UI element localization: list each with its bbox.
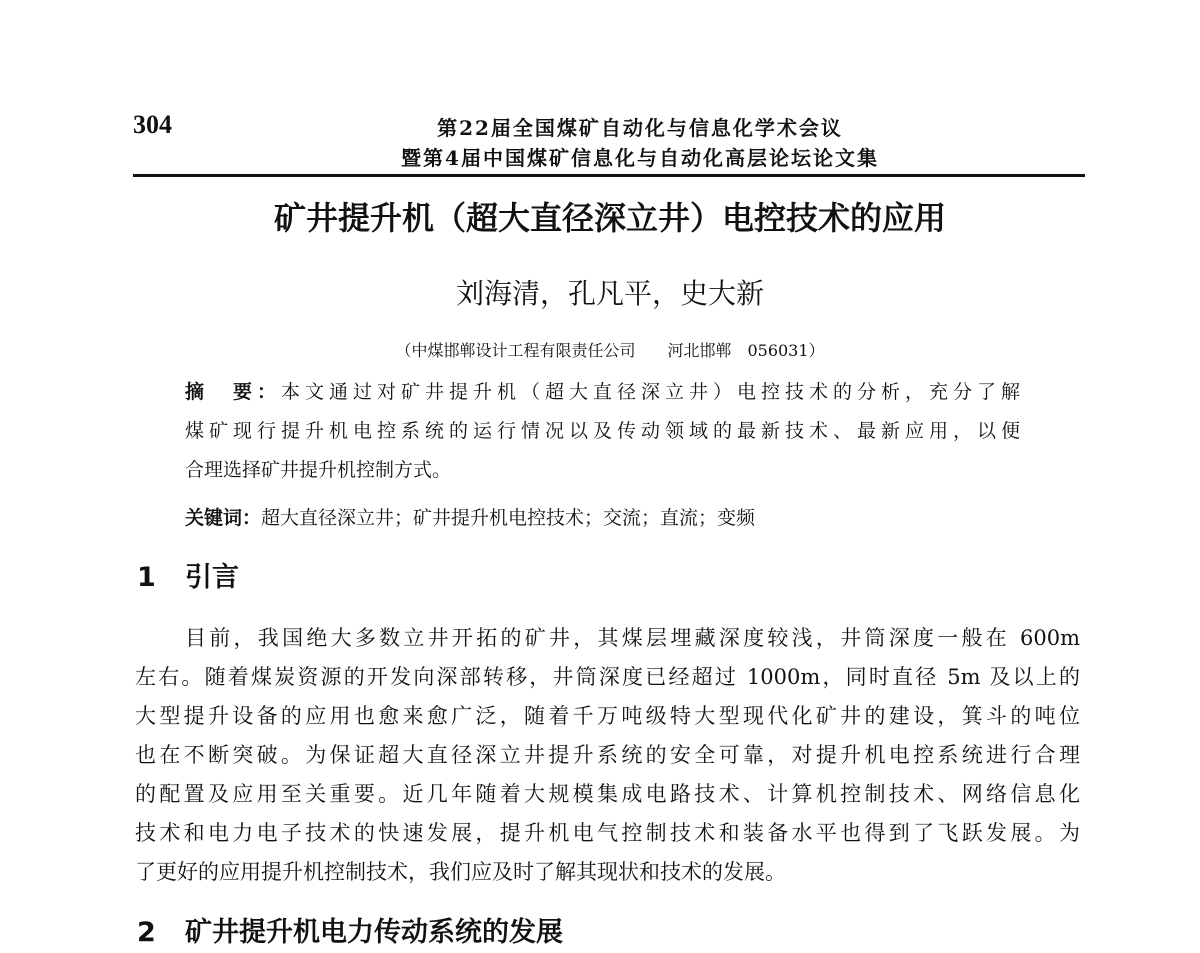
running-header-line-1: 第22届全国煤矿自动化与信息化学术会议 bbox=[437, 116, 843, 140]
body-line: 技术和电力电子技术的快速发展，提升机电气控制技术和装备水平也得到了飞跃发展。为 bbox=[135, 821, 1080, 845]
section-heading-1 bbox=[137, 555, 239, 594]
section-number: 1 bbox=[137, 562, 156, 593]
running-header-line-2: 暨第4届中国煤矿信息化与自动化高层论坛论文集 bbox=[401, 146, 879, 170]
page-number: 304 bbox=[133, 110, 172, 139]
body-line: 大型提升设备的应用也愈来愈广泛，随着千万吨级特大型现代化矿井的建设，箕斗的吨位 bbox=[135, 704, 1080, 728]
abstract-line: 合理选择矿井提升机控制方式。 bbox=[185, 459, 452, 481]
body-line: 目前，我国绝大多数立井开拓的矿井，其煤层埋藏深度较浅，井筒深度一般在 600m bbox=[185, 626, 1080, 650]
section-title: 矿井提升机电力传动系统的发展 bbox=[185, 917, 563, 948]
section-title: 引言 bbox=[185, 562, 239, 593]
section-heading-2 bbox=[137, 910, 563, 949]
paper-authors: 刘海清，孔凡平，史大新 bbox=[455, 277, 764, 310]
section-number: 2 bbox=[137, 917, 156, 948]
keywords-line bbox=[185, 503, 1020, 530]
body-line: 也在不断突破。为保证超大直径深立井提升系统的安全可靠，对提升机电控系统进行合理 bbox=[135, 743, 1080, 767]
keywords-text: 超大直径深立井；矿井提升机电控技术；交流；直流；变频 bbox=[261, 507, 756, 529]
abstract-text: 本文通过对矿井提升机（超大直径深立井）电控技术的分析，充分了解 bbox=[281, 381, 1020, 403]
abstract-label: 摘 要： bbox=[185, 381, 281, 403]
paper-affiliation: （中煤邯郸设计工程有限责任公司 河北邯郸 056031） bbox=[395, 341, 825, 360]
paper-title: 矿井提升机（超大直径深立井）电控技术的应用 bbox=[273, 199, 946, 237]
body-line: 的配置及应用至关重要。近几年随着大规模集成电路技术、计算机控制技术、网络信息化 bbox=[135, 782, 1080, 806]
body-line: 左右。随着煤炭资源的开发向深部转移，井筒深度已经超过 1000m，同时直径 5m 及以上的 bbox=[135, 665, 1080, 689]
abstract-line: 煤矿现行提升机电控系统的运行情况以及传动领域的最新技术、最新应用，以便 bbox=[185, 420, 1020, 442]
body-line: 了更好的应用提升机控制技术，我们应及时了解其现状和技术的发展。 bbox=[135, 860, 786, 884]
keywords-label: 关键词： bbox=[185, 507, 262, 529]
header-rule bbox=[133, 174, 1085, 177]
abstract-line bbox=[185, 377, 1020, 404]
